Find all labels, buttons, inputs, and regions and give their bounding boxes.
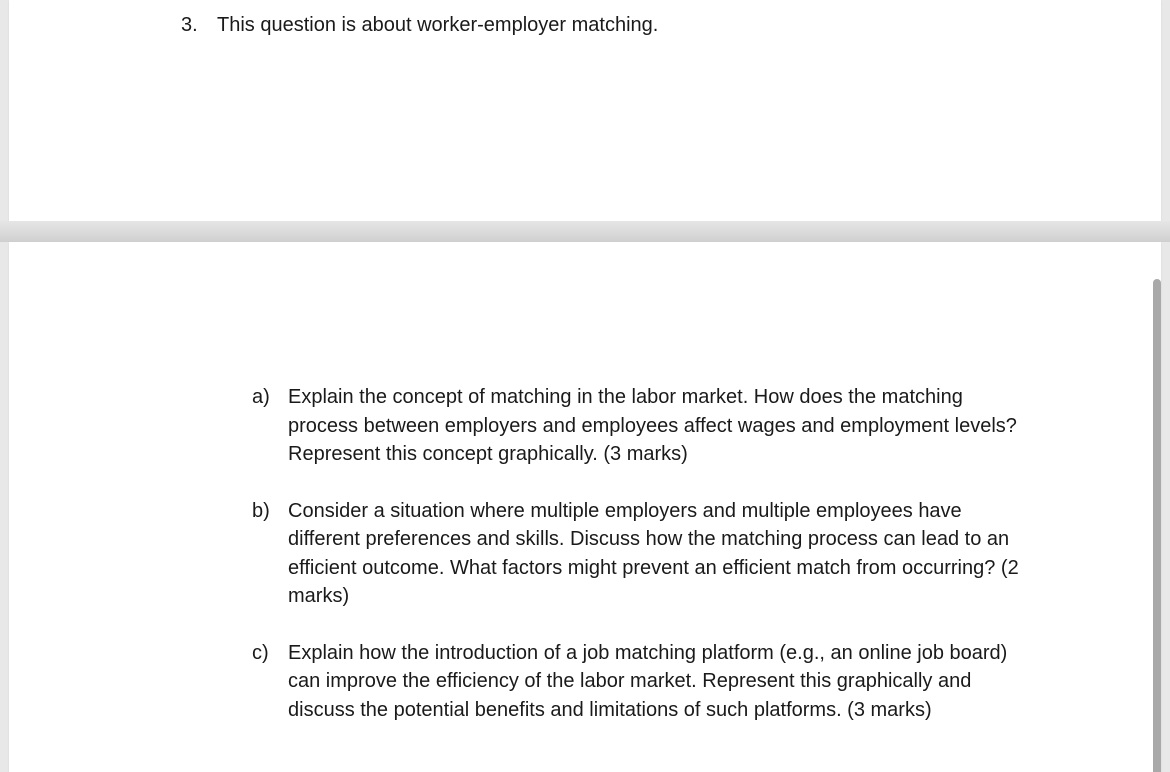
page-2 [9, 242, 1161, 772]
subquestion-list [252, 383, 1027, 752]
subquestion-b [252, 497, 1027, 611]
subquestion-marker: a) [252, 386, 270, 408]
question-heading [181, 11, 658, 39]
page-gap [0, 221, 1170, 242]
subquestion-text: Explain how the introduction of a job matching platform (e.g., an online job board) can improve the efficiency of the labor market. Represent this graphically and discuss the potential benefits and limitations of such platforms. (3 marks) [288, 641, 1008, 721]
page-1 [9, 0, 1161, 221]
subquestion-text: Explain the concept of matching in the labor market. How does the matching process between employers and employees affect wages and employment levels? Represent this concept graphically. (3 marks) [288, 386, 1017, 465]
subquestion-a [252, 383, 1027, 469]
subquestion-marker: c) [252, 641, 269, 664]
subquestion-marker: b) [252, 499, 270, 522]
subquestion-text: Consider a situation where multiple employers and multiple employees have different preferences and skills. Discuss how the matching process can lead to an efficient outcome. What factors might prevent an efficient match from occurring? (2 marks) [288, 499, 1019, 607]
subquestion-c [252, 639, 1027, 725]
vertical-scrollbar[interactable] [1153, 279, 1161, 772]
question-number: 3. [181, 14, 198, 36]
question-title: This question is about worker-employer matching. [217, 14, 659, 36]
